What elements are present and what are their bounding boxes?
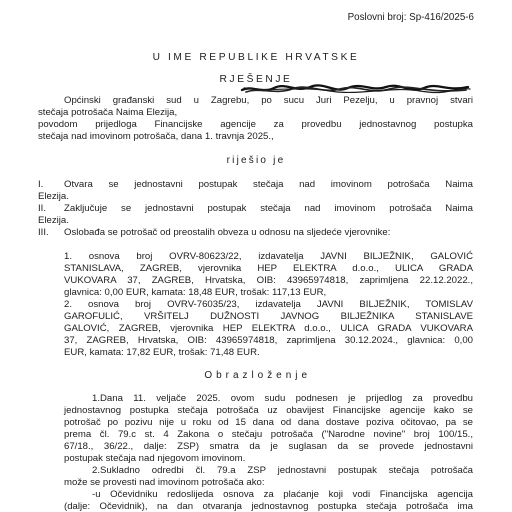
- title-decision: RJEŠENJE: [219, 74, 293, 85]
- reasoning-line: potrošač po pozivu nije u roku od 15 dana od dana dostave poziva očitovao, pa se: [64, 417, 473, 428]
- reasoning-line: (dalje: Očevidnik), na dan otvaranja jednostavnog postupka stečaja potrošača ima: [64, 501, 473, 512]
- ruling-numeral-3: III.: [38, 227, 49, 238]
- reasoning-heading: O b r a z l o ž e n j e: [204, 370, 308, 381]
- reasoning-line: 1.Dana 11. veljače 2025. ovom sudu podnesen je prijedlog za provedbu: [92, 393, 473, 404]
- reasoning-line: prema čl. 79.c st. 4 Zakona o stečaju potrošača ("Narodne novine" broj 100/15.,: [64, 429, 473, 440]
- case-number: Poslovni broj: Sp-416/2025-6: [347, 12, 474, 23]
- ruling-line: Oslobađa se potrošač od preostalih obveza u odnosu na sljedeće vjerovnike:: [64, 227, 391, 238]
- ruling-heading: riješio je: [226, 155, 286, 166]
- ruling-numeral-2: II.: [38, 203, 46, 214]
- creditor-line: VUKOVARA 37, ZAGREB, Hrvatska, OIB: 43965974818, zaprimljena 22.12.2022.,: [64, 275, 473, 286]
- reasoning-line: jednostavnog postupka stečaja potrošača uz obavijest Financijske agencije kako se: [64, 405, 473, 416]
- intro-line: stečaja potrošača Naima Elezija,: [38, 107, 178, 118]
- intro-line: stečaja nad imovinom potrošača, dana 1. travnja 2025.,: [38, 131, 274, 142]
- ruling-line: Elezija.: [38, 215, 69, 226]
- title-republic: U IME REPUBLIKE HRVATSKE: [152, 52, 360, 63]
- redaction-scribble: [240, 83, 472, 97]
- reasoning-line: 67/18., 36/22., dalje: ZSP) smatra da je suglasan da se provede jednostavni: [64, 441, 473, 452]
- intro-line: Općinski građanski sud u Zagrebu, po sucu Juri Pezelju, u pravnoj stvari: [64, 95, 473, 106]
- intro-line: povodom prijedloga Financijske agencije za provedbu jednostavnog postupka: [38, 119, 473, 130]
- ruling-numeral-1: I.: [38, 179, 44, 190]
- creditor-line: 2. osnova broj OVRV-76035/23, izdavatelja JAVNI BILJEŽNIK, TOMISLAV: [64, 299, 473, 310]
- reasoning-line: može se provesti nad imovinom potrošača ako:: [64, 477, 265, 488]
- reasoning-line: postupak stečaja nad njegovom imovinom.: [64, 453, 246, 464]
- creditor-line: 37, ZAGREB, Hrvatska, OIB: 43965974818, zaprimljena 30.12.2024., glavnica: 0,00: [64, 335, 473, 346]
- creditor-line: GALOVIĆ, ZAGREB, vjerovnika HEP ELEKTRA d.o.o., ULICA GRADA VUKOVARA: [64, 323, 473, 334]
- creditor-line: STANISLAVA, ZAGREB, vjerovnika HEP ELEKTRA d.o.o., ULICA GRADA: [64, 263, 473, 274]
- creditor-line: 1. osnova broj OVRV-80623/22, izdavatelja JAVNI BILJEŽNIK, GALOVIĆ: [64, 251, 473, 262]
- reasoning-line: 2.Sukladno odredbi čl. 79.a ZSP jednostavni postupak stečaja potrošača: [92, 465, 473, 476]
- ruling-line: Otvara se jednostavni postupak stečaja nad imovinom potrošača Naima: [64, 179, 473, 190]
- reasoning-line: -u Očevidniku redoslijeda osnova za plaćanje koji vodi Financijska agencija: [92, 489, 473, 500]
- creditor-line: glavnica: 0,00 EUR, kamata: 18,48 EUR, trošak: 117,13 EUR,: [64, 287, 327, 298]
- creditor-line: EUR, kamata: 17,82 EUR, trošak: 71,48 EUR.: [64, 347, 260, 358]
- creditor-line: GAROFULIĆ, VRŠITELJ DUŽNOSTI JAVNOG BILJEŽNIKA STANISLAVE: [64, 311, 473, 322]
- ruling-line: Zaključuje se jednostavni postupak stečaja nad imovinom potrošača Naima: [64, 203, 473, 214]
- ruling-line: Elezija.: [38, 191, 69, 202]
